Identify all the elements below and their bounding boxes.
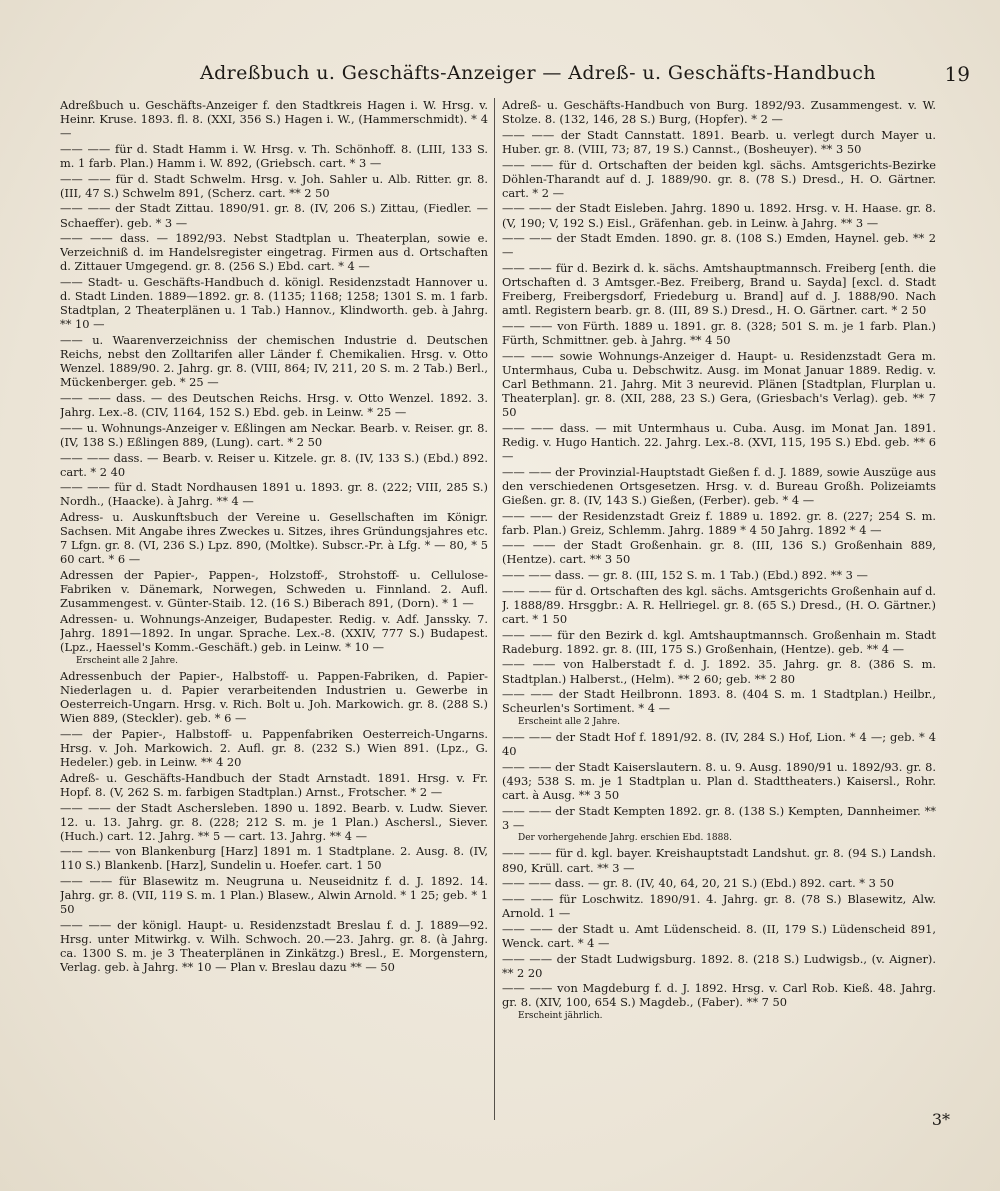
bibliography-entry: —— —— der Stadt Großenhain. gr. 8. (III, 136 S.) Großenhain 889, (Hentze). cart. ** 3 50 <box>502 538 936 567</box>
bibliography-entry: —— —— der königl. Haupt- u. Residenzstadt Breslau f. d. J. 1889—92. Hrsg. unter Mitwirkg. v. Wilh. Schwoch. 20.—23. Jahrg. gr. 8. (à Jahrg. ca. 1300 S. m. je 3 Theaterplänen in Zinkätzg.) Bresl., E. Morgenstern, Verlag. geb. à Jahrg. ** 10 — Plan v. Breslau dazu ** — 50 <box>60 918 488 975</box>
bibliography-entry: —— —— dass. — 1892/93. Nebst Stadtplan u. Theaterplan, sowie e. Verzeichniß d. im Handelsregister eingetrag. Firmen aus d. Ortschaften d. Zittauer Umgegend. gr. 8. (256 S.) Ebd. cart. * 4 — <box>60 231 488 274</box>
bibliography-entry: —— —— von Blankenburg [Harz] 1891 m. 1 Stadtplane. 2. Ausg. 8. (IV, 110 S.) Blankenb. [Harz], Sundelin u. Hoefer. cart. 1 50 <box>60 844 488 873</box>
bibliography-entry: —— —— für d. kgl. bayer. Kreishauptstadt Landshut. gr. 8. (94 S.) Landsh. 890, Krüll. cart. ** 3 — <box>502 846 936 875</box>
left-column <box>60 98 488 1123</box>
bibliography-entry: Adress- u. Auskunftsbuch der Vereine u. Gesellschaften im Königr. Sachsen. Mit Angabe ihres Zweckes u. Sitzes, ihres Gründungsjahres etc. 7 Lfgn. gr. 8. (VI, 236 S.) Lpz. 890, (Moltke). Subscr.-Pr. à Lfg. * — 80, * 5 60 cart. * 6 — <box>60 510 488 567</box>
editorial-note: Erscheint jährlich. <box>518 1011 603 1022</box>
bibliography-entry: —— —— für d. Ortschaften des kgl. sächs. Amtsgerichts Großenhain auf d. J. 1888/89. Hrsggbr.: A. R. Hellriegel. gr. 8. (65 S.) Dresd., (H. O. Gärtner.) cart. * 1 50 <box>502 583 936 626</box>
bibliography-entry: —— Stadt- u. Geschäfts-Handbuch d. königl. Residenzstadt Hannover u. d. Stadt Linden. 1889—1892. gr. 8. (1135; 1168; 1258; 1301 S. m. 1 farb. Stadtplan, 2 Theaterplänen u. 1 Tab.) Hannov., Klindworth. geb. à Jahrg. ** 10 — <box>60 275 488 332</box>
bibliography-entry: —— —— der Stadt Zittau. 1890/91. gr. 8. (IV, 206 S.) Zittau, (Fiedler. — Schaeffer). geb. * 3 — <box>60 201 488 230</box>
bibliography-entry: —— —— der Stadt Cannstatt. 1891. Bearb. u. verlegt durch Mayer u. Huber. gr. 8. (VIII, 73; 87, 19 S.) Cannst., (Bosheuyer). ** 3 50 <box>502 127 936 156</box>
page-number: 19 <box>944 62 970 86</box>
column-divider <box>494 98 495 1120</box>
bibliography-entry: —— —— der Stadt u. Amt Lüdenscheid. 8. (II, 179 S.) Lüdenscheid 891, Wenck. cart. * 4 — <box>502 921 936 950</box>
bibliography-entry: Adressenbuch der Papier-, Halbstoff- u. Pappen-Fabriken, d. Papier-Niederlagen u. d. Papier verarbeitenden Industrien u. Gewerbe in Oesterreich-Ungarn. Hrsg. v. Rich. Bolt u. Joh. Markowich. gr. 8. (288 S.) Wien 889, (Steckler). geb. * 6 — <box>60 668 488 726</box>
running-title: Adreßbuch u. Geschäfts-Anzeiger — Adreß- u. Geschäfts-Handbuch <box>200 62 876 84</box>
bibliography-entry: —— —— der Stadt Aschersleben. 1890 u. 1892. Bearb. v. Ludw. Siever. 12. u. 13. Jahrg. gr. 8. (228; 212 S. m. je 1 Plan.) Aschersl., Siever. (Huch.) cart. 12. Jahrg. ** 5 — cart. 13. Jahrg. ** 4 — <box>60 800 488 843</box>
bibliography-entry: Adreß- u. Geschäfts-Handbuch von Burg. 1892/93. Zusammengest. v. W. Stolze. 8. (132, 146, 28 S.) Burg, (Hopfer). * 2 — <box>502 98 936 127</box>
editorial-note: Erscheint alle 2 Jahre. <box>76 655 178 666</box>
bibliography-entry: —— —— der Stadt Kaiserslautern. 8. u. 9. Ausg. 1890/91 u. 1892/93. gr. 8. (493; 538 S. m. je 1 Stadtplan u. Plan d. Stadttheaters.) Kaisersl., Rohr. cart. à Ausg. ** 3 50 <box>502 759 936 802</box>
bibliography-entry: —— —— von Halberstadt f. d. J. 1892. 35. Jahrg. gr. 8. (386 S. m. Stadtplan.) Halberst., (Helm). ** 2 60; geb. ** 2 80 <box>502 657 936 686</box>
bibliography-entry: —— —— dass. — gr. 8. (III, 152 S. m. 1 Tab.) (Ebd.) 892. ** 3 — <box>502 568 868 583</box>
right-column <box>502 98 936 1123</box>
bibliography-entry: —— u. Waarenverzeichniss der chemischen Industrie d. Deutschen Reichs, nebst den Zolltarifen aller Länder f. Chemikalien. Hrsg. v. Otto Wenzel. 1889/90. 2. Jahrg. gr. 8. (VIII, 864; IV, 211, 20 S. m. 2 Tab.) Berl., Mückenberger. geb. * 25 — <box>60 333 488 390</box>
bibliography-entry: —— —— für Loschwitz. 1890/91. 4. Jahrg. gr. 8. (78 S.) Blasewitz, Alw. Arnold. 1 — <box>502 891 936 921</box>
bibliography-entry: —— —— für d. Stadt Schwelm. Hrsg. v. Joh. Sahler u. Alb. Ritter. gr. 8. (III, 47 S.) Schwelm 891, (Scherz. cart. ** 2 50 <box>60 171 488 200</box>
bibliography-entry: —— —— für den Bezirk d. kgl. Amtshauptmannsch. Großenhain m. Stadt Radeburg. 1892. gr. 8. (III, 175 S.) Großenhain, (Hentze). geb. ** 4 — <box>502 627 936 656</box>
bibliography-entry: —— —— der Stadt Kempten 1892. gr. 8. (138 S.) Kempten, Dannheimer. ** 3 — <box>502 803 936 832</box>
bibliography-entry: —— —— für d. Stadt Hamm i. W. Hrsg. v. Th. Schönhoff. 8. (LIII, 133 S. m. 1 farb. Plan.) Hamm i. W. 892, (Griebsch. cart. * 3 — <box>60 141 488 170</box>
bibliography-entry: —— —— von Fürth. 1889 u. 1891. gr. 8. (328; 501 S. m. je 1 farb. Plan.) Fürth, Schmittner. geb. à Jahrg. ** 4 50 <box>502 318 936 348</box>
bibliography-entry: Adreß- u. Geschäfts-Handbuch der Stadt Arnstadt. 1891. Hrsg. v. Fr. Hopf. 8. (V, 262 S. m. farbigen Stadtplan.) Arnst., Frotscher. * 2 — <box>60 770 488 799</box>
editorial-note: Der vorhergehende Jahrg. erschien Ebd. 1888. <box>518 833 732 844</box>
bibliography-entry: Adressen der Papier-, Pappen-, Holzstoff-, Strohstoff- u. Cellulose-Fabriken v. Dänemark, Norwegen, Schweden u. Finnland. 2. Aufl. Zusammengest. v. Günter-Staib. 12. (16 S.) Biberach 891, (Dorn). * 1 — <box>60 568 488 611</box>
bibliography-entry: —— u. Wohnungs-Anzeiger v. Eßlingen am Neckar. Bearb. v. Reiser. gr. 8. (IV, 138 S.) Eßlingen 889, (Lung). cart. * 2 50 <box>60 420 488 449</box>
bibliography-entry: —— —— der Stadt Heilbronn. 1893. 8. (404 S. m. 1 Stadtplan.) Heilbr., Scheurlen's Sortiment. * 4 — <box>502 687 936 716</box>
bibliography-entry: —— —— der Stadt Hof f. 1891/92. 8. (IV, 284 S.) Hof, Lion. * 4 —; geb. * 4 40 <box>502 730 936 759</box>
bibliography-entry: Adressen- u. Wohnungs-Anzeiger, Budapester. Redig. v. Adf. Janssky. 7. Jahrg. 1891—1892. In ungar. Sprache. Lex.-8. (XXIV, 777 S.) Budapest. (Lpz., Haessel's Komm.-Geschäft.) geb. in Leinw. * 10 — <box>60 612 488 655</box>
bibliography-entry: —— der Papier-, Halbstoff- u. Pappenfabriken Oesterreich-Ungarns. Hrsg. v. Joh. Markowich. 2. Aufl. gr. 8. (232 S.) Wien 891. (Lpz., G. Hedeler.) geb. in Leinw. ** 4 20 <box>60 726 488 770</box>
bibliography-entry: —— —— der Provinzial-Hauptstadt Gießen f. d. J. 1889, sowie Auszüge aus den verschiedenen Ortsgesetzen. Hrsg. v. d. Bureau Großh. Polizeiamts Gießen. gr. 8. (IV, 143 S.) Gießen, (Ferber). geb. * 4 — <box>502 464 936 507</box>
running-header <box>20 62 970 92</box>
bibliography-entry: —— —— der Stadt Ludwigsburg. 1892. 8. (218 S.) Ludwigsb., (v. Aigner). ** 2 20 <box>502 951 936 980</box>
bibliography-entry: —— —— für d. Ortschaften der beiden kgl. sächs. Amtsgerichts-Bezirke Döhlen-Tharandt auf d. J. 1889/90. gr. 8. (78 S.) Dresd., H. O. Gärtner. cart. * 2 — <box>502 157 936 200</box>
bibliography-entry: —— —— für Blasewitz m. Neugruna u. Neuseidnitz f. d. J. 1892. 14. Jahrg. gr. 8. (VII, 119 S. m. 1 Plan.) Blasew., Alwin Arnold. * 1 25; geb. * 1 50 <box>60 874 488 917</box>
bibliography-entry: —— —— für d. Stadt Nordhausen 1891 u. 1893. gr. 8. (222; VIII, 285 S.) Nordh., (Haacke). à Jahrg. ** 4 — <box>60 480 488 509</box>
bibliography-entry: —— —— dass. — Bearb. v. Reiser u. Kitzele. gr. 8. (IV, 133 S.) (Ebd.) 892. cart. * 2 40 <box>60 450 488 479</box>
bibliography-entry: —— —— dass. — mit Untermhaus u. Cuba. Ausg. im Monat Jan. 1891. Redig. v. Hugo Hantich. 22. Jahrg. Lex.-8. (XVI, 115, 195 S.) Ebd. geb. ** 6 — <box>502 420 936 463</box>
bibliography-entry: —— —— dass. — des Deutschen Reichs. Hrsg. v. Otto Wenzel. 1892. 3. Jahrg. Lex.-8. (CIV, 1164, 152 S.) Ebd. geb. in Leinw. * 25 — <box>60 391 488 420</box>
bibliography-entry: —— —— der Stadt Eisleben. Jahrg. 1890 u. 1892. Hrsg. v. H. Haase. gr. 8. (V, 190; V, 192 S.) Eisl., Gräfenhan. geb. in Leinw. à Jahrg. ** 3 — <box>502 201 936 230</box>
bibliography-entry: —— —— sowie Wohnungs-Anzeiger d. Haupt- u. Residenzstadt Gera m. Untermhaus, Cuba u. Debschwitz. Ausg. im Monat Januar 1889. Redig. v. Carl Bethmann. 21. Jahrg. Mit 3 neurevid. Plänen [Stadtplan, Flurplan u. Theaterplan]. gr. 8. (XII, 288, 23 S.) Gera, (Griesbach's Verlag). geb. ** 7 50 <box>502 348 936 420</box>
bibliography-entry: —— —— von Magdeburg f. d. J. 1892. Hrsg. v. Carl Rob. Kieß. 48. Jahrg. gr. 8. (XIV, 100, 654 S.) Magdeb., (Faber). ** 7 50 <box>502 981 936 1010</box>
bibliography-entry: —— —— dass. — gr. 8. (IV, 40, 64, 20, 21 S.) (Ebd.) 892. cart. * 3 50 <box>502 876 894 891</box>
bibliography-entry: —— —— für d. Bezirk d. k. sächs. Amtshauptmannsch. Freiberg [enth. die Ortschaften d. 3 Amtsger.-Bez. Freiberg, Brand u. Sayda] [excl. d. Stadt Freiberg, Freibergsdorf, Friedeburg u. Brand] auf d. J. 1888/90. Nach amtl. Registern bearb. gr. 8. (III, 89 S.) Dresd., H. O. Gärtner. cart. * 2 50 <box>502 261 936 318</box>
bibliography-entry: —— —— der Residenzstadt Greiz f. 1889 u. 1892. gr. 8. (227; 254 S. m. farb. Plan.) Greiz, Schlemm. Jahrg. 1889 * 4 50 Jahrg. 1892 * 4 — <box>502 508 936 537</box>
bibliography-entry: Adreßbuch u. Geschäfts-Anzeiger f. den Stadtkreis Hagen i. W. Hrsg. v. Heinr. Kruse. 1893. fl. 8. (XXI, 356 S.) Hagen i. W., (Hammerschmidt). * 4 — <box>60 98 488 141</box>
bibliography-entry: —— —— der Stadt Emden. 1890. gr. 8. (108 S.) Emden, Haynel. geb. ** 2 — <box>502 231 936 260</box>
editorial-note: Erscheint alle 2 Jahre. <box>518 717 620 728</box>
signature-mark: 3* <box>931 1110 950 1129</box>
